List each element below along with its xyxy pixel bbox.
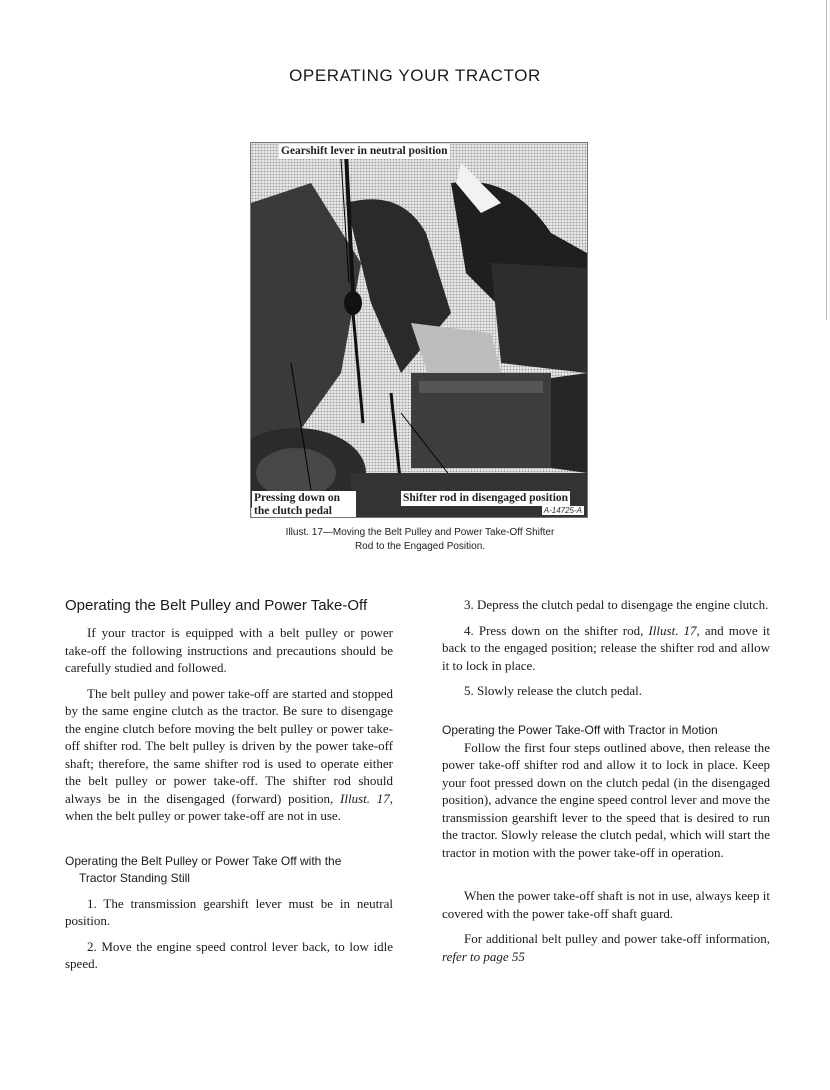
figure-caption <box>240 526 600 554</box>
callout-clutch-pedal: Pressing down on the clutch pedal <box>252 491 356 518</box>
additional-info-paragraph <box>442 930 770 965</box>
illust-reference: Illust. 17, <box>340 790 393 806</box>
left-column <box>65 596 393 981</box>
page-edge-mark <box>826 0 827 320</box>
page-reference: refer to page 55 <box>442 948 525 964</box>
step-1: 1. The transmission gearshift lever must be in neutral position. <box>65 895 393 928</box>
shaft-guard-note: When the power take-off shaft is not in use, always keep it covered with the power take-off shaft guard. <box>442 888 770 921</box>
callout-gearshift-lever: Gearshift lever in neutral position <box>281 145 448 157</box>
caption-line-2: Rod to the Engaged Position. <box>354 541 486 552</box>
subheading-standing-still <box>65 853 393 887</box>
subheading-tractor-in-motion: Operating the Power Take-Off with Tractor in Motion <box>442 722 718 737</box>
step-3: 3. Depress the clutch pedal to disengage the engine clutch. <box>464 597 769 612</box>
step-4 <box>442 622 770 675</box>
clutch-paragraph-text-b: when the belt pulley or power take-off are not in use. <box>65 808 341 823</box>
step-5: 5. Slowly release the clutch pedal. <box>464 683 642 698</box>
page-title: OPERATING YOUR TRACTOR <box>289 66 541 85</box>
subheading-standing-still-line-1: Operating the Belt Pulley or Power Take Off with the <box>65 853 342 868</box>
additional-info-text: For additional belt pulley and power take-off information, <box>464 931 770 946</box>
clutch-paragraph-text-a: The belt pulley and power take-off are started and stopped by the same engine clutch as the tractor. Be sure to disengage the engine clutch before moving the belt pulley or power take-off shifter rod. The belt pulley is driven by the power take-off shaft; therefore, the same shifter rod is used to operate either the belt pulley or power take-off. The shifter rod should always be in the disengaged (forward) position, <box>65 685 393 806</box>
intro-paragraph: If your tractor is equipped with a belt pulley or power take-off the following instructions and precautions should be carefully studied and followed. <box>65 625 393 675</box>
tractor-photo <box>251 143 587 517</box>
tractor-photo-figure <box>250 142 588 518</box>
step-4-text-b: and move it back to the engaged position; release the shifter rod and allow it to lock in place. <box>442 622 770 673</box>
subheading-standing-still-line-2: Tractor Standing Still <box>79 870 190 885</box>
step-4-illust-reference: Illust. 17, <box>648 622 700 638</box>
step-2: 2. Move the engine speed control lever back, to low idle speed. <box>65 938 393 971</box>
clutch-paragraph <box>65 685 393 825</box>
caption-line-1: Illust. 17—Moving the Belt Pulley and Power Take-Off Shifter <box>285 527 555 538</box>
step-4-text-a: 4. Press down on the shifter rod, <box>464 622 649 638</box>
motion-paragraph: Follow the first four steps outlined above, then release the power take-off shifter rod and allow it to lock in place. Keep your foot pressed down on the clutch pedal (in the disengaged position), advance the engine speed control lever and move the transmission gearshift lever to the speed that is desired to run the tractor. Slowly release the clutch pedal, which will start the tractor in motion with the power take-off in operation. <box>442 739 770 860</box>
callout-shifter-rod: Shifter rod in disengaged position <box>403 492 569 504</box>
right-column <box>442 596 770 973</box>
image-code: A-14725-A <box>543 506 582 515</box>
section-heading-belt-pulley: Operating the Belt Pulley and Power Take-Off <box>65 597 368 614</box>
